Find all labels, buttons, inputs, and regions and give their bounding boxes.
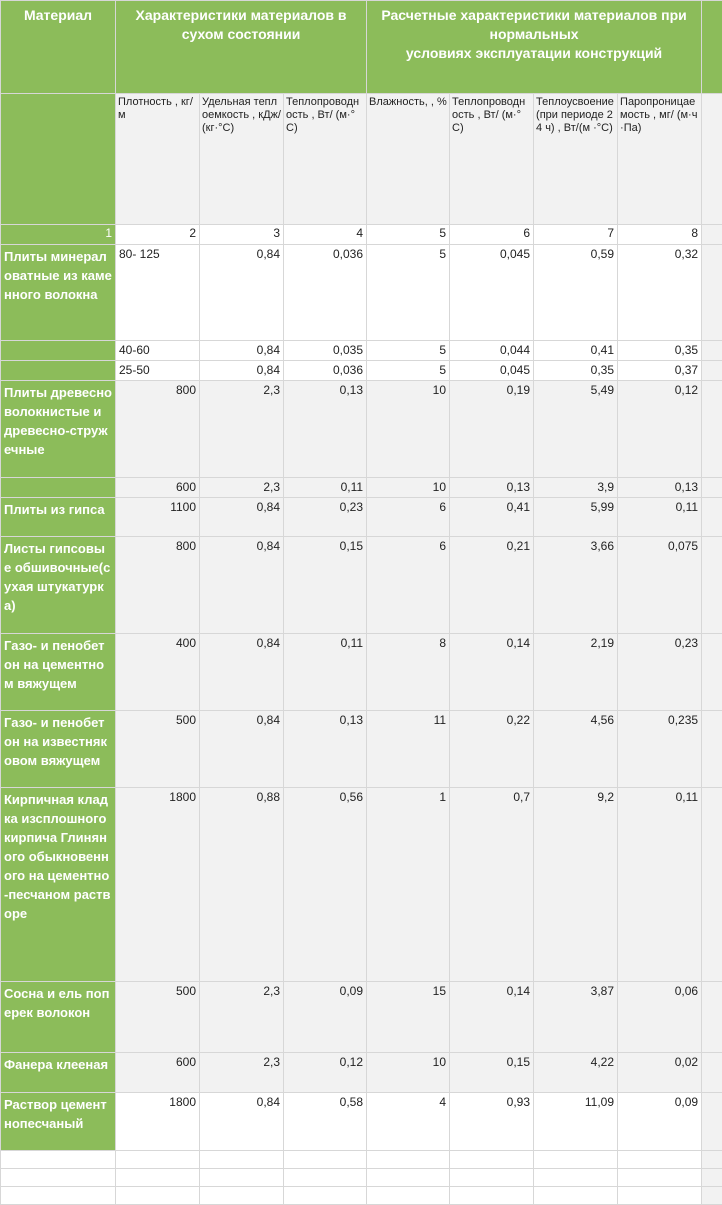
row-edge [702, 341, 722, 361]
table-cell: 2,3 [200, 982, 284, 1053]
empty-cell [618, 1169, 702, 1187]
table-cell: 0,7 [450, 788, 534, 982]
table-cell: 2,3 [200, 1053, 284, 1093]
empty-cell [702, 1151, 722, 1169]
table-cell: 0,036 [284, 245, 367, 341]
empty-row [1, 1169, 722, 1187]
material-name: Фанера клееная [1, 1053, 116, 1093]
table-cell: 0,09 [618, 1093, 702, 1151]
table-row [1, 788, 722, 982]
table-cell: 0,84 [200, 1093, 284, 1151]
table-cell: 0,37 [618, 361, 702, 381]
table-row [1, 381, 722, 478]
table-cell: 0,11 [284, 634, 367, 711]
empty-cell [367, 1151, 450, 1169]
table-cell: 3,87 [534, 982, 618, 1053]
header-edge [702, 1, 722, 94]
table-cell: 0,09 [284, 982, 367, 1053]
material-name: Плиты из гипса [1, 498, 116, 537]
table-cell: 600 [116, 1053, 200, 1093]
empty-cell [450, 1187, 534, 1205]
table-cell: 0,93 [450, 1093, 534, 1151]
table-cell: 500 [116, 982, 200, 1053]
table-cell: 11,09 [534, 1093, 618, 1151]
table-cell: 0,84 [200, 634, 284, 711]
material-name: Плиты древесноволокнистые и древесно-стружечные [1, 381, 116, 478]
table-cell: 0,035 [284, 341, 367, 361]
index-edge [702, 225, 722, 245]
table-cell: 2,3 [200, 478, 284, 498]
material-name: Кирпичная кладка изсплошного кирпича Глиняного обыкновенного на цементно-песчаном растворе [1, 788, 116, 982]
row-edge [702, 537, 722, 634]
row-edge [702, 788, 722, 982]
table-cell: 10 [367, 1053, 450, 1093]
table-cell: 6 [367, 537, 450, 634]
header-columns-row [1, 94, 722, 225]
row-edge [702, 711, 722, 788]
table-cell: 600 [116, 478, 200, 498]
table-cell: 0,12 [284, 1053, 367, 1093]
table-cell: 0,12 [618, 381, 702, 478]
table-cell: 0,88 [200, 788, 284, 982]
empty-row [1, 1151, 722, 1169]
table-cell: 0,044 [450, 341, 534, 361]
empty-cell [534, 1187, 618, 1205]
table-cell: 0,045 [450, 361, 534, 381]
table-row [1, 1093, 722, 1151]
index-cell: 7 [534, 225, 618, 245]
index-cell: 8 [618, 225, 702, 245]
table-cell: 0,21 [450, 537, 534, 634]
table-cell: 2,19 [534, 634, 618, 711]
empty-cell [450, 1169, 534, 1187]
table-cell: 0,14 [450, 634, 534, 711]
row-edge [702, 634, 722, 711]
empty-row [1, 1187, 722, 1205]
material-name [1, 341, 116, 361]
table-cell: 0,036 [284, 361, 367, 381]
table-cell: 4,22 [534, 1053, 618, 1093]
empty-cell [367, 1169, 450, 1187]
row-edge [702, 982, 722, 1053]
table-cell: 0,23 [618, 634, 702, 711]
table-cell: 80- 125 [116, 245, 200, 341]
empty-cell [702, 1187, 722, 1205]
table-cell: 11 [367, 711, 450, 788]
table-cell: 0,13 [450, 478, 534, 498]
empty-cell [1, 1187, 116, 1205]
table-cell: 5,99 [534, 498, 618, 537]
table-cell: 0,84 [200, 341, 284, 361]
empty-cell [200, 1169, 284, 1187]
table-cell: 0,11 [618, 498, 702, 537]
table-cell: 500 [116, 711, 200, 788]
row-edge [702, 361, 722, 381]
table-cell: 10 [367, 478, 450, 498]
header-group-calc: Расчетные характеристики материалов при нормальных условиях эксплуатации конструкций [367, 1, 702, 94]
table-cell: 800 [116, 381, 200, 478]
empty-cell [1, 1151, 116, 1169]
table-cell: 0,045 [450, 245, 534, 341]
empty-cell [534, 1169, 618, 1187]
table-cell: 0,15 [450, 1053, 534, 1093]
table-cell: 0,02 [618, 1053, 702, 1093]
table-cell: 0,35 [618, 341, 702, 361]
table-cell: 0,23 [284, 498, 367, 537]
table-cell: 0,56 [284, 788, 367, 982]
table-cell: 0,84 [200, 711, 284, 788]
table-cell: 6 [367, 498, 450, 537]
table-cell: 0,075 [618, 537, 702, 634]
table-row [1, 711, 722, 788]
table-cell: 0,58 [284, 1093, 367, 1151]
material-name: Плиты минераловатные из каменного волокна [1, 245, 116, 341]
empty-cell [367, 1187, 450, 1205]
table-cell: 0,13 [284, 381, 367, 478]
table-row [1, 498, 722, 537]
table-cell: 0,41 [450, 498, 534, 537]
header-material: Материал [1, 1, 116, 94]
index-row [1, 225, 722, 245]
material-name [1, 361, 116, 381]
index-cell: 5 [367, 225, 450, 245]
material-name: Листы гипсовые обшивочные(сухая штукатурка) [1, 537, 116, 634]
table-row [1, 537, 722, 634]
header-col: Теплоусвоение (при периоде 24 ч) , Вт/(м ·°С) [534, 94, 618, 225]
table-row [1, 982, 722, 1053]
table-cell: 5,49 [534, 381, 618, 478]
index-cell: 3 [200, 225, 284, 245]
empty-cell [702, 1169, 722, 1187]
table-cell: 0,235 [618, 711, 702, 788]
table-cell: 1100 [116, 498, 200, 537]
table-cell: 0,84 [200, 537, 284, 634]
table-cell: 9,2 [534, 788, 618, 982]
table-row [1, 245, 722, 341]
material-name [1, 478, 116, 498]
table-cell: 1800 [116, 1093, 200, 1151]
header-material-blank [1, 94, 116, 225]
table-cell: 5 [367, 341, 450, 361]
table-cell: 4,56 [534, 711, 618, 788]
empty-cell [116, 1187, 200, 1205]
table-cell: 1 [367, 788, 450, 982]
empty-cell [1, 1169, 116, 1187]
table-cell: 800 [116, 537, 200, 634]
empty-cell [200, 1187, 284, 1205]
material-name: Сосна и ель поперек волокон [1, 982, 116, 1053]
row-edge [702, 478, 722, 498]
header-col: Теплопроводность , Вт/ (м·°С) [284, 94, 367, 225]
empty-cell [284, 1187, 367, 1205]
table-cell: 0,06 [618, 982, 702, 1053]
row-edge [702, 1053, 722, 1093]
table-cell: 0,11 [618, 788, 702, 982]
table-cell: 1800 [116, 788, 200, 982]
table-cell: 40-60 [116, 341, 200, 361]
empty-cell [284, 1169, 367, 1187]
index-cell: 6 [450, 225, 534, 245]
header-group-row [1, 1, 722, 94]
table-row [1, 478, 722, 498]
table-cell: 10 [367, 381, 450, 478]
empty-cell [618, 1187, 702, 1205]
table-cell: 5 [367, 245, 450, 341]
table-cell: 0,13 [284, 711, 367, 788]
row-edge [702, 498, 722, 537]
empty-cell [534, 1151, 618, 1169]
material-name: Газо- и пенобетон на известняковом вяжущем [1, 711, 116, 788]
row-edge [702, 245, 722, 341]
table-cell: 0,59 [534, 245, 618, 341]
table-cell: 25-50 [116, 361, 200, 381]
table-cell: 0,22 [450, 711, 534, 788]
table-cell: 0,11 [284, 478, 367, 498]
empty-cell [200, 1151, 284, 1169]
table-cell: 0,14 [450, 982, 534, 1053]
table-cell: 0,19 [450, 381, 534, 478]
table-cell: 0,13 [618, 478, 702, 498]
table-cell: 400 [116, 634, 200, 711]
table-cell: 4 [367, 1093, 450, 1151]
material-name: Газо- и пенобетон на цементном вяжущем [1, 634, 116, 711]
empty-cell [116, 1151, 200, 1169]
table-row [1, 634, 722, 711]
table-cell: 0,41 [534, 341, 618, 361]
header-edge [702, 94, 722, 225]
table-cell: 15 [367, 982, 450, 1053]
table-row [1, 361, 722, 381]
table-cell: 0,35 [534, 361, 618, 381]
table-row [1, 341, 722, 361]
empty-cell [450, 1151, 534, 1169]
empty-cell [116, 1169, 200, 1187]
index-cell: 4 [284, 225, 367, 245]
header-col: Влажность, , % [367, 94, 450, 225]
row-edge [702, 1093, 722, 1151]
index-cell: 2 [116, 225, 200, 245]
material-name: Раствор цементнопесчаный [1, 1093, 116, 1151]
empty-cell [618, 1151, 702, 1169]
table-cell: 3,9 [534, 478, 618, 498]
table-row [1, 1053, 722, 1093]
table-cell: 0,84 [200, 245, 284, 341]
header-col: Теплопроводность , Вт/ (м·°С) [450, 94, 534, 225]
row-edge [702, 381, 722, 478]
table-cell: 2,3 [200, 381, 284, 478]
header-group-dry: Характеристики материалов в сухом состоянии [116, 1, 367, 94]
table-cell: 0,32 [618, 245, 702, 341]
table-cell: 0,84 [200, 361, 284, 381]
table-cell: 8 [367, 634, 450, 711]
header-col: Удельная теплоемкость , кДж/ (кг·°С) [200, 94, 284, 225]
index-cell: 1 [1, 225, 116, 245]
table-cell: 0,84 [200, 498, 284, 537]
table-cell: 0,15 [284, 537, 367, 634]
table-cell: 5 [367, 361, 450, 381]
table-cell: 3,66 [534, 537, 618, 634]
header-col: Плотность , кг/м [116, 94, 200, 225]
empty-cell [284, 1151, 367, 1169]
header-col: Паропроницаемость , мг/ (м·ч·Па) [618, 94, 702, 225]
